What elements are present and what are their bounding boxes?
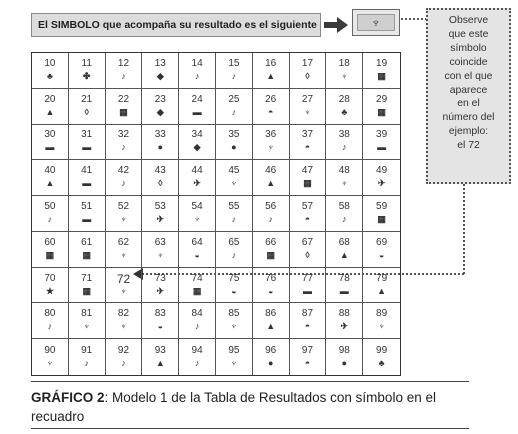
cell-symbol-icon: ♆ (340, 70, 348, 81)
cell-symbol-icon: ◒ (378, 249, 385, 260)
cell-symbol-icon: ♆ (340, 178, 348, 189)
cell-number: 59 (376, 200, 388, 212)
cell-number: 52 (117, 200, 130, 212)
table-cell (326, 89, 363, 125)
dotted-connector (401, 18, 427, 20)
table-cell (106, 339, 143, 375)
cell-number: 99 (376, 344, 388, 356)
table-cell (326, 232, 363, 268)
cell-symbol-icon: ♆ (267, 142, 275, 153)
cell-number: 47 (301, 165, 314, 177)
table-cell (253, 339, 290, 375)
cell-symbol-icon: ▲ (45, 178, 55, 189)
table-cell (253, 303, 290, 339)
cell-symbol-icon: ♪ (194, 357, 200, 368)
table-cell (142, 232, 179, 268)
cell-symbol-icon: ✈ (156, 213, 165, 224)
cell-symbol-icon: ▲ (377, 285, 387, 296)
table-cell (253, 268, 290, 304)
cell-symbol-icon: ♣ (341, 106, 348, 117)
cell-number: 31 (81, 129, 93, 141)
table-cell (253, 196, 290, 232)
cell-number: 61 (81, 236, 93, 248)
cell-number: 86 (265, 308, 277, 320)
cell-number: 81 (81, 308, 93, 320)
cell-number: 62 (117, 236, 130, 248)
cell-number: 11 (81, 57, 92, 69)
cell-number: 55 (228, 200, 240, 212)
cell-number: 15 (228, 57, 240, 69)
cell-symbol-icon: ♆ (120, 249, 127, 260)
table-cell (32, 196, 69, 232)
cell-symbol-icon: ✤ (82, 70, 91, 81)
table-cell (179, 160, 216, 196)
table-cell (290, 53, 327, 89)
cell-number: 65 (228, 236, 240, 248)
cell-symbol-icon: ▦ (303, 178, 312, 189)
cell-number: 33 (154, 129, 166, 141)
cell-number: 79 (376, 272, 388, 284)
cell-symbol-icon: ◆ (156, 106, 164, 117)
table-cell (179, 125, 216, 161)
table-cell (142, 196, 179, 232)
note-line: número del (442, 112, 495, 124)
cell-symbol-icon: ● (267, 357, 274, 368)
cell-symbol-icon: ♪ (231, 213, 237, 224)
cell-symbol-icon: ▦ (377, 213, 386, 224)
table-cell (216, 89, 253, 125)
cell-symbol-icon: ▲ (266, 321, 276, 332)
table-cell (106, 196, 143, 232)
table-cell (216, 303, 253, 339)
cell-symbol-icon: ▦ (377, 70, 386, 81)
table-cell (290, 303, 327, 339)
cell-number: 26 (265, 93, 277, 105)
table-cell (326, 160, 363, 196)
cell-symbol-icon: ◒ (194, 249, 200, 260)
table-cell (290, 125, 327, 161)
table-cell (290, 160, 327, 196)
table-cell (179, 268, 216, 304)
note-line: aparece (449, 84, 488, 96)
cell-symbol-icon: ▦ (119, 106, 128, 117)
cell-number: 24 (191, 93, 203, 105)
table-cell (363, 339, 400, 375)
result-symbol-box (352, 9, 400, 36)
cell-symbol-icon: ♆ (304, 106, 311, 117)
table-cell (253, 89, 290, 125)
table-cell (290, 268, 327, 304)
table-cell (69, 232, 106, 268)
table-cell (32, 53, 69, 89)
cell-number: 36 (265, 129, 277, 141)
table-cell (253, 125, 290, 161)
cell-symbol-icon: ♪ (84, 357, 89, 368)
cell-number: 54 (191, 200, 203, 212)
table-cell (326, 303, 363, 339)
cell-number: 85 (228, 308, 240, 320)
cell-number: 91 (81, 344, 93, 356)
caption-text: : Modelo 1 de la Tabla de Resultados con símbolo en el recuadro (31, 390, 436, 424)
cell-number: 39 (376, 129, 388, 141)
cell-number: 90 (44, 344, 56, 356)
note-line: ejemplo: (448, 126, 489, 138)
cell-symbol-icon: ✈ (340, 321, 349, 332)
cell-symbol-icon: ♣ (378, 357, 385, 368)
cell-number: 32 (117, 129, 130, 141)
cell-symbol-icon: ◓ (304, 357, 311, 368)
table-cell (216, 268, 253, 304)
cell-number: 58 (338, 200, 350, 212)
cell-symbol-icon: ♪ (121, 357, 126, 368)
cell-symbol-icon: ♪ (47, 213, 53, 224)
cell-symbol-icon: ▬ (192, 106, 202, 117)
cell-number: 70 (44, 272, 56, 284)
cell-symbol-icon: ● (341, 357, 347, 368)
table-cell (290, 196, 327, 232)
cell-symbol-icon: ▲ (155, 357, 165, 368)
cell-number: 18 (338, 57, 350, 69)
table-cell (363, 268, 400, 304)
cell-number: 40 (44, 165, 56, 177)
cell-symbol-icon: ♪ (121, 178, 126, 189)
cell-symbol-icon: ♪ (231, 106, 237, 117)
cell-symbol-icon: ▬ (377, 142, 387, 153)
cell-number: 88 (338, 308, 350, 320)
table-cell (326, 268, 363, 304)
table-cell (216, 232, 253, 268)
table-cell (216, 160, 253, 196)
note-line: en el (457, 98, 480, 110)
table-cell (32, 232, 69, 268)
table-cell (142, 53, 179, 89)
table-cell (106, 53, 143, 89)
cell-number: 84 (191, 308, 203, 320)
table-cell (290, 232, 327, 268)
note-line: el 72 (457, 140, 480, 152)
figure-caption (31, 388, 471, 426)
cell-symbol-icon: ▲ (266, 70, 276, 81)
table-cell (216, 125, 253, 161)
cell-symbol-icon: ♆ (193, 213, 201, 224)
cell-symbol-icon: ▬ (82, 142, 92, 153)
table-cell (363, 89, 400, 125)
cell-symbol-icon: ◓ (304, 213, 311, 224)
table-cell (106, 232, 143, 268)
cell-number: 23 (154, 93, 166, 105)
table-cell (32, 160, 69, 196)
cell-number: 12 (117, 57, 130, 69)
cell-number: 98 (338, 344, 350, 356)
cell-number: 10 (44, 57, 56, 69)
bird-icon: ♆ (371, 15, 381, 30)
table-cell (69, 125, 106, 161)
table-cell (106, 303, 143, 339)
cell-number: 76 (265, 272, 277, 284)
cell-number: 25 (228, 93, 240, 105)
table-cell (32, 303, 69, 339)
cell-symbol-icon: ▬ (339, 285, 349, 296)
cell-symbol-icon: ▦ (192, 285, 202, 296)
cell-number: 20 (44, 93, 56, 105)
cell-symbol-icon: ▦ (82, 285, 91, 296)
table-cell (179, 339, 216, 375)
cell-number: 83 (154, 308, 166, 320)
table-cell (179, 303, 216, 339)
cell-number: 21 (81, 93, 93, 105)
table-cell (363, 232, 400, 268)
cell-symbol-icon: ◒ (231, 285, 237, 296)
table-cell (253, 232, 290, 268)
caption-rule-bottom (31, 428, 469, 429)
cell-number: 87 (301, 308, 314, 320)
cell-number: 68 (338, 236, 350, 248)
cell-symbol-icon: ● (231, 142, 237, 153)
cell-number: 45 (228, 165, 240, 177)
table-cell (69, 303, 106, 339)
cell-number: 82 (117, 308, 130, 320)
cell-number: 48 (338, 165, 350, 177)
cell-number: 57 (301, 200, 314, 212)
cell-number: 95 (228, 344, 240, 356)
cell-symbol-icon: ♪ (268, 213, 273, 224)
table-cell (106, 89, 143, 125)
cell-number: 17 (301, 57, 314, 69)
cell-number: 78 (338, 272, 350, 284)
cell-symbol-icon: ♆ (46, 357, 54, 368)
cell-number: 67 (301, 236, 314, 248)
cell-symbol-icon: ♆ (120, 285, 127, 296)
cell-symbol-icon: ▦ (45, 249, 55, 260)
table-cell (326, 53, 363, 89)
cell-symbol-icon: ♪ (47, 321, 53, 332)
table-cell (290, 89, 327, 125)
cell-number: 29 (376, 93, 388, 105)
cell-symbol-icon: ♪ (194, 70, 200, 81)
instruction-note (426, 8, 511, 184)
cell-number: 42 (117, 165, 130, 177)
cell-number: 74 (191, 272, 203, 284)
table-cell (142, 303, 179, 339)
cell-symbol-icon: ◊ (305, 70, 310, 81)
cell-number: 89 (376, 308, 388, 320)
cell-number: 41 (81, 165, 93, 177)
cell-number: 77 (301, 272, 314, 284)
cell-number: 16 (265, 57, 277, 69)
cell-symbol-icon: ✈ (377, 178, 386, 189)
table-cell (69, 196, 106, 232)
cell-symbol-icon: ♆ (230, 321, 238, 332)
cell-symbol-icon: ♣ (46, 70, 53, 81)
cell-symbol-icon: ◊ (158, 178, 163, 189)
cell-number: 43 (154, 165, 166, 177)
cell-symbol-icon: ◒ (157, 321, 163, 332)
table-cell (32, 339, 69, 375)
table-cell (179, 53, 216, 89)
table-cell (32, 89, 69, 125)
cell-number: 50 (44, 200, 56, 212)
cell-number: 49 (376, 165, 388, 177)
cell-number: 37 (301, 129, 314, 141)
caption-rule-top (31, 381, 469, 382)
cell-number: 72 (116, 271, 131, 286)
cell-number: 66 (265, 236, 277, 248)
cell-number: 96 (265, 344, 277, 356)
cell-symbol-icon: ♆ (120, 321, 127, 332)
cell-symbol-icon: ◓ (304, 142, 311, 153)
table-cell (69, 339, 106, 375)
cell-symbol-icon: ◊ (84, 106, 89, 117)
note-line: coincide (449, 56, 488, 68)
table-cell (179, 232, 216, 268)
cell-number: 38 (338, 129, 350, 141)
cell-symbol-icon: ♪ (231, 70, 237, 81)
cell-number: 94 (191, 344, 203, 356)
cell-symbol-icon: ▲ (45, 106, 55, 117)
cell-number: 19 (376, 57, 388, 69)
table-cell (142, 160, 179, 196)
table-cell (216, 196, 253, 232)
cell-number: 93 (154, 344, 166, 356)
results-table (31, 52, 401, 376)
cell-symbol-icon: ▦ (82, 249, 91, 260)
table-cell (253, 53, 290, 89)
table-cell (326, 125, 363, 161)
cell-number: 73 (154, 272, 166, 284)
cell-symbol-icon: ★ (45, 285, 54, 296)
table-cell (179, 196, 216, 232)
cell-number: 69 (376, 236, 388, 248)
cell-symbol-icon: ♆ (230, 357, 238, 368)
cell-number: 13 (154, 57, 166, 69)
table-cell (326, 339, 363, 375)
table-cell (69, 89, 106, 125)
caption-label: GRÁFICO 2 (31, 390, 105, 405)
cell-symbol-icon: ◊ (305, 249, 310, 260)
cell-number: 92 (117, 344, 130, 356)
table-cell (326, 196, 363, 232)
cell-symbol-icon: ✈ (156, 285, 165, 296)
cell-number: 30 (44, 129, 56, 141)
note-line: símbolo (450, 42, 487, 54)
table-cell (363, 125, 400, 161)
cell-symbol-icon: ▬ (45, 142, 55, 153)
cell-number: 56 (265, 200, 277, 212)
table-cell (142, 89, 179, 125)
note-line: con el que (444, 70, 493, 82)
cell-number: 14 (191, 57, 203, 69)
cell-symbol-icon: ◓ (304, 321, 311, 332)
cell-symbol-icon: ♆ (120, 213, 127, 224)
table-cell (69, 268, 106, 304)
table-cell (290, 339, 327, 375)
cell-number: 80 (44, 308, 56, 320)
cell-number: 35 (228, 129, 240, 141)
cell-symbol-icon: ▬ (82, 178, 92, 189)
cell-symbol-icon: ♪ (121, 70, 126, 81)
table-cell (179, 89, 216, 125)
table-cell (216, 53, 253, 89)
cell-symbol-icon: ♆ (230, 178, 238, 189)
cell-symbol-icon: ♆ (378, 321, 385, 332)
table-cell (106, 268, 143, 304)
table-cell (253, 160, 290, 196)
cell-symbol-icon: ◆ (193, 142, 201, 153)
cell-symbol-icon: ◆ (156, 70, 164, 81)
cell-symbol-icon: ♪ (194, 321, 200, 332)
right-arrow-icon (323, 15, 349, 35)
table-cell (106, 125, 143, 161)
dotted-connector-vertical (463, 184, 465, 274)
cell-number: 34 (191, 129, 203, 141)
cell-number: 27 (301, 93, 314, 105)
cell-number: 28 (338, 93, 350, 105)
cell-number: 53 (154, 200, 166, 212)
cell-number: 51 (81, 200, 93, 212)
cell-symbol-icon: ▬ (302, 285, 312, 296)
table-cell (142, 125, 179, 161)
cell-symbol-icon: ▲ (339, 249, 349, 260)
table-cell (363, 160, 400, 196)
cell-symbol-icon: ♪ (121, 142, 126, 153)
table-cell (363, 303, 400, 339)
cell-symbol-icon: ▦ (266, 249, 275, 260)
cell-symbol-icon: ▲ (266, 178, 276, 189)
table-cell (32, 125, 69, 161)
table-cell (69, 160, 106, 196)
cell-symbol-icon: ♪ (342, 142, 347, 153)
cell-symbol-icon: ♆ (156, 249, 164, 260)
cell-number: 71 (81, 272, 93, 284)
cell-symbol-icon: ♆ (83, 321, 91, 332)
cell-symbol-icon: ◓ (267, 106, 274, 117)
cell-symbol-icon: ◒ (267, 285, 274, 296)
table-cell (363, 196, 400, 232)
cell-number: 44 (191, 165, 203, 177)
table-cell (69, 53, 106, 89)
cell-number: 75 (228, 272, 240, 284)
table-cell (216, 339, 253, 375)
cell-number: 22 (117, 93, 130, 105)
note-line: que este (448, 28, 489, 40)
table-cell (106, 160, 143, 196)
table-cell (363, 53, 400, 89)
cell-number: 60 (44, 236, 56, 248)
cell-symbol-icon: ✈ (193, 178, 201, 189)
cell-number: 63 (154, 236, 166, 248)
cell-number: 64 (191, 236, 203, 248)
cell-number: 46 (265, 165, 277, 177)
table-cell (32, 268, 69, 304)
cell-symbol-icon: ♪ (342, 213, 347, 224)
cell-symbol-icon: ♪ (231, 249, 237, 260)
cell-symbol-icon: ● (157, 142, 163, 153)
note-line: Observe (448, 15, 489, 26)
cell-symbol-icon: ▦ (377, 106, 386, 117)
cell-number: 97 (301, 344, 314, 356)
cell-symbol-icon: ▬ (82, 213, 92, 224)
table-cell (142, 339, 179, 375)
symbol-header-label: El SIMBOLO que acompaña su resultado es el siguiente (31, 13, 321, 37)
table-cell (142, 268, 179, 304)
